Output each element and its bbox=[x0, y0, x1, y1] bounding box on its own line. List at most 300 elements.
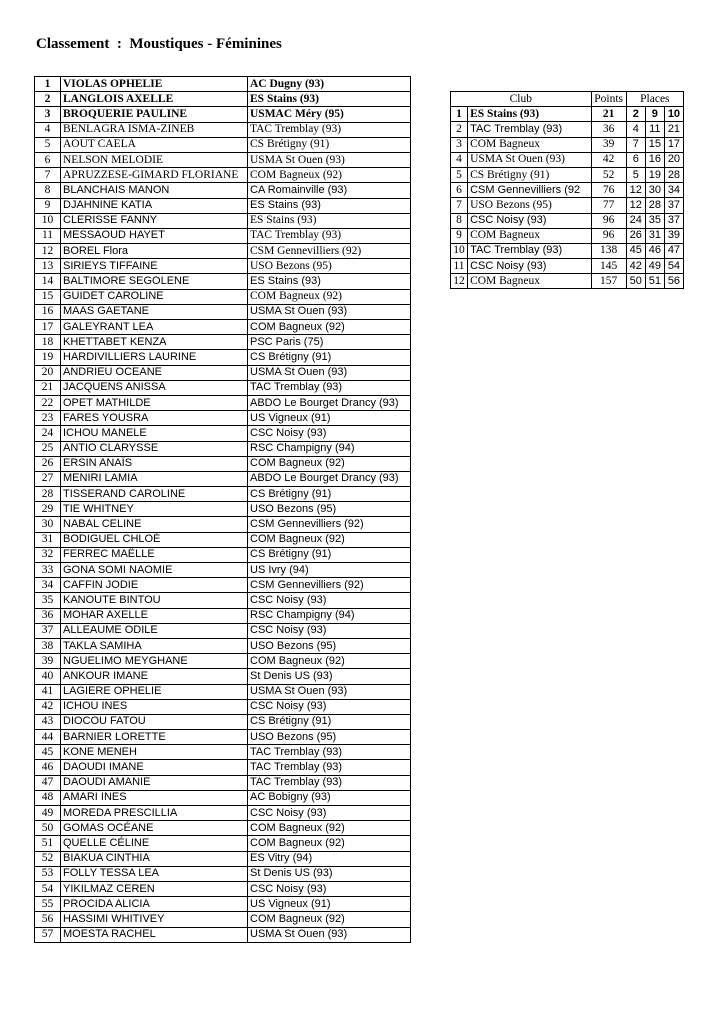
club-cell: CA Romainville (93) bbox=[248, 183, 411, 198]
club-row bbox=[451, 152, 684, 167]
club-cell: USMAC Méry (95) bbox=[248, 107, 411, 122]
rank-cell: 1 bbox=[35, 77, 61, 92]
club-cell: CS Brétigny (91) bbox=[248, 137, 411, 152]
rank-cell: 56 bbox=[35, 912, 61, 927]
rank-cell: 9 bbox=[35, 198, 61, 213]
club-rank-cell: 3 bbox=[451, 137, 468, 152]
ranking-row bbox=[35, 547, 411, 562]
ranking-row bbox=[35, 745, 411, 760]
club-row bbox=[451, 122, 684, 137]
club-row bbox=[451, 183, 684, 198]
club-cell: TAC Tremblay (93) bbox=[248, 228, 411, 243]
rank-cell: 27 bbox=[35, 471, 61, 486]
club-place-cell: 50 bbox=[626, 274, 645, 289]
club-cell: USO Bezons (95) bbox=[248, 502, 411, 517]
club-name-cell: USO Bezons (95) bbox=[468, 198, 592, 213]
rank-cell: 5 bbox=[35, 137, 61, 152]
athlete-name-cell: DAOUDI AMANIE bbox=[61, 775, 248, 790]
ranking-row bbox=[35, 335, 411, 350]
ranking-row bbox=[35, 714, 411, 729]
ranking-row bbox=[35, 350, 411, 365]
club-cell: CSC Noisy (93) bbox=[248, 426, 411, 441]
club-cell: AC Dugny (93) bbox=[248, 77, 411, 92]
club-cell: USMA St Ouen (93) bbox=[248, 927, 411, 942]
ranking-row bbox=[35, 897, 411, 912]
athlete-name-cell: KHETTABET KENZA bbox=[61, 335, 248, 350]
club-place-cell: 11 bbox=[645, 122, 664, 137]
athlete-name-cell: JACQUENS ANISSA bbox=[61, 380, 248, 395]
club-cell: USO Bezons (95) bbox=[248, 730, 411, 745]
club-cell: USO Bezons (95) bbox=[248, 638, 411, 653]
athlete-name-cell: LANGLOIS AXELLE bbox=[61, 92, 248, 107]
club-cell: ES Stains (93) bbox=[248, 213, 411, 228]
rank-cell: 33 bbox=[35, 563, 61, 578]
rank-cell: 55 bbox=[35, 897, 61, 912]
club-place-cell: 39 bbox=[664, 228, 683, 243]
ranking-row bbox=[35, 578, 411, 593]
club-cell: ABDO Le Bourget Drancy (93) bbox=[248, 471, 411, 486]
club-cell: CS Brétigny (91) bbox=[248, 714, 411, 729]
athlete-name-cell: ALLEAUME ODILE bbox=[61, 623, 248, 638]
rank-cell: 15 bbox=[35, 289, 61, 304]
club-points-cell: 52 bbox=[591, 167, 626, 182]
ranking-row bbox=[35, 487, 411, 502]
ranking-row bbox=[35, 912, 411, 927]
club-row bbox=[451, 228, 684, 243]
club-place-cell: 12 bbox=[626, 183, 645, 198]
club-name-cell: COM Bagneux bbox=[468, 228, 592, 243]
club-cell: RSC Champigny (94) bbox=[248, 441, 411, 456]
club-cell: CSC Noisy (93) bbox=[248, 593, 411, 608]
athlete-name-cell: BALTIMORE SEGOLENE bbox=[61, 274, 248, 289]
rank-cell: 40 bbox=[35, 669, 61, 684]
club-name-cell: ES Stains (93) bbox=[468, 107, 592, 122]
club-place-cell: 28 bbox=[664, 167, 683, 182]
club-cell: USO Bezons (95) bbox=[248, 259, 411, 274]
club-place-cell: 28 bbox=[645, 198, 664, 213]
club-name-cell: TAC Tremblay (93) bbox=[468, 243, 592, 258]
rank-cell: 8 bbox=[35, 183, 61, 198]
club-place-cell: 15 bbox=[645, 137, 664, 152]
athlete-name-cell: MOHAR AXELLE bbox=[61, 608, 248, 623]
club-cell: TAC Tremblay (93) bbox=[248, 122, 411, 137]
page-title: Classement : Moustiques - Féminines bbox=[36, 36, 282, 52]
ranking-row bbox=[35, 517, 411, 532]
club-cell: CSC Noisy (93) bbox=[248, 699, 411, 714]
athlete-name-cell: ANDRIEU OCEANE bbox=[61, 365, 248, 380]
athlete-name-cell: QUELLE CÉLINE bbox=[61, 836, 248, 851]
athlete-name-cell: GALEYRANT LEA bbox=[61, 320, 248, 335]
ranking-row bbox=[35, 395, 411, 410]
club-place-cell: 46 bbox=[645, 243, 664, 258]
ranking-row bbox=[35, 198, 411, 213]
athlete-name-cell: HARDIVILLIERS LAURINE bbox=[61, 350, 248, 365]
ranking-row bbox=[35, 380, 411, 395]
club-rank-cell: 12 bbox=[451, 274, 468, 289]
club-cell: TAC Tremblay (93) bbox=[248, 745, 411, 760]
club-cell: COM Bagneux (92) bbox=[248, 821, 411, 836]
ranking-row bbox=[35, 289, 411, 304]
club-points-cell: 39 bbox=[591, 137, 626, 152]
ranking-table bbox=[34, 76, 411, 943]
ranking-row bbox=[35, 365, 411, 380]
athlete-name-cell: MOESTA RACHEL bbox=[61, 927, 248, 942]
club-cell: USMA St Ouen (93) bbox=[248, 152, 411, 167]
club-points-cell: 42 bbox=[591, 152, 626, 167]
club-rank-cell: 4 bbox=[451, 152, 468, 167]
rank-cell: 35 bbox=[35, 593, 61, 608]
rank-cell: 2 bbox=[35, 92, 61, 107]
athlete-name-cell: TISSERAND CAROLINE bbox=[61, 487, 248, 502]
club-place-cell: 12 bbox=[626, 198, 645, 213]
club-cell: COM Bagneux (92) bbox=[248, 456, 411, 471]
club-cell: CSM Gennevilliers (92) bbox=[248, 244, 411, 259]
club-place-cell: 45 bbox=[626, 243, 645, 258]
athlete-name-cell: APRUZZESE-GIMARD FLORIANE bbox=[61, 168, 248, 183]
ranking-row bbox=[35, 623, 411, 638]
athlete-name-cell: SIRIEYS TIFFAINE bbox=[61, 259, 248, 274]
club-cell: RSC Champigny (94) bbox=[248, 608, 411, 623]
club-rank-cell: 2 bbox=[451, 122, 468, 137]
ranking-row bbox=[35, 244, 411, 259]
ranking-row bbox=[35, 92, 411, 107]
athlete-name-cell: BARNIER LORETTE bbox=[61, 730, 248, 745]
club-place-cell: 21 bbox=[664, 122, 683, 137]
athlete-name-cell: BLANCHAIS MANON bbox=[61, 183, 248, 198]
club-cell: ES Stains (93) bbox=[248, 92, 411, 107]
rank-cell: 11 bbox=[35, 228, 61, 243]
athlete-name-cell: BOREL Flora bbox=[61, 244, 248, 259]
club-points-cell: 157 bbox=[591, 274, 626, 289]
ranking-row bbox=[35, 684, 411, 699]
ranking-row bbox=[35, 152, 411, 167]
rank-cell: 28 bbox=[35, 487, 61, 502]
club-points-cell: 21 bbox=[591, 107, 626, 122]
athlete-name-cell: TIE WHITNEY bbox=[61, 502, 248, 517]
athlete-name-cell: GONA SOMI NAOMIE bbox=[61, 563, 248, 578]
rank-cell: 42 bbox=[35, 699, 61, 714]
athlete-name-cell: BROQUERIE PAULINE bbox=[61, 107, 248, 122]
club-place-cell: 19 bbox=[645, 167, 664, 182]
athlete-name-cell: ANTIO CLARYSSE bbox=[61, 441, 248, 456]
rank-cell: 6 bbox=[35, 152, 61, 167]
ranking-row bbox=[35, 699, 411, 714]
ranking-row bbox=[35, 790, 411, 805]
club-place-cell: 31 bbox=[645, 228, 664, 243]
club-rank-cell: 9 bbox=[451, 228, 468, 243]
club-place-cell: 37 bbox=[664, 198, 683, 213]
club-cell: CS Brétigny (91) bbox=[248, 350, 411, 365]
club-points-cell: 96 bbox=[591, 213, 626, 228]
club-cell: St Denis US (93) bbox=[248, 669, 411, 684]
ranking-row bbox=[35, 456, 411, 471]
ranking-row bbox=[35, 122, 411, 137]
club-name-cell: CSC Noisy (93) bbox=[468, 259, 592, 274]
ranking-row bbox=[35, 563, 411, 578]
athlete-name-cell: MENIRI LAMIA bbox=[61, 471, 248, 486]
club-name-cell: USMA St Ouen (93) bbox=[468, 152, 592, 167]
places-header: Places bbox=[626, 92, 683, 107]
club-row bbox=[451, 259, 684, 274]
rank-cell: 12 bbox=[35, 244, 61, 259]
club-rank-cell: 7 bbox=[451, 198, 468, 213]
ranking-row bbox=[35, 228, 411, 243]
club-rank-cell: 10 bbox=[451, 243, 468, 258]
ranking-row bbox=[35, 426, 411, 441]
athlete-name-cell: FERREC MAËLLE bbox=[61, 547, 248, 562]
athlete-name-cell: MOREDA PRESCILLIA bbox=[61, 806, 248, 821]
rank-cell: 22 bbox=[35, 395, 61, 410]
rank-cell: 54 bbox=[35, 881, 61, 896]
club-place-cell: 26 bbox=[626, 228, 645, 243]
club-place-cell: 16 bbox=[645, 152, 664, 167]
athlete-name-cell: ERSIN ANAÏS bbox=[61, 456, 248, 471]
club-cell: AC Bobigny (93) bbox=[248, 790, 411, 805]
athlete-name-cell: VIOLAS OPHELIE bbox=[61, 77, 248, 92]
club-cell: CS Brétigny (91) bbox=[248, 487, 411, 502]
club-points-cell: 77 bbox=[591, 198, 626, 213]
athlete-name-cell: PROCIDA ALICIA bbox=[61, 897, 248, 912]
club-place-cell: 7 bbox=[626, 137, 645, 152]
athlete-name-cell: GUIDET CAROLINE bbox=[61, 289, 248, 304]
athlete-name-cell: FOLLY TESSA LEA bbox=[61, 866, 248, 881]
athlete-name-cell: YIKILMAZ CEREN bbox=[61, 881, 248, 896]
athlete-name-cell: MAAS GAETANE bbox=[61, 304, 248, 319]
ranking-row bbox=[35, 183, 411, 198]
club-cell: US Vigneux (91) bbox=[248, 897, 411, 912]
ranking-row bbox=[35, 213, 411, 228]
club-row bbox=[451, 167, 684, 182]
rank-cell: 47 bbox=[35, 775, 61, 790]
club-cell: COM Bagneux (92) bbox=[248, 532, 411, 547]
club-cell: USMA St Ouen (93) bbox=[248, 684, 411, 699]
ranking-row bbox=[35, 866, 411, 881]
athlete-name-cell: GOMAS OCÉANE bbox=[61, 821, 248, 836]
rank-cell: 43 bbox=[35, 714, 61, 729]
club-place-cell: 4 bbox=[626, 122, 645, 137]
rank-cell: 20 bbox=[35, 365, 61, 380]
athlete-name-cell: DAOUDI IMANE bbox=[61, 760, 248, 775]
athlete-name-cell: AOUT CAELA bbox=[61, 137, 248, 152]
athlete-name-cell: BENLAGRA ISMA-ZINEB bbox=[61, 122, 248, 137]
club-place-cell: 10 bbox=[664, 107, 683, 122]
athlete-name-cell: OPET MATHILDE bbox=[61, 395, 248, 410]
rank-cell: 41 bbox=[35, 684, 61, 699]
club-points-cell: 76 bbox=[591, 183, 626, 198]
ranking-row bbox=[35, 259, 411, 274]
athlete-name-cell: DJAHNINE KATIA bbox=[61, 198, 248, 213]
ranking-row bbox=[35, 851, 411, 866]
rank-cell: 31 bbox=[35, 532, 61, 547]
club-cell: COM Bagneux (92) bbox=[248, 654, 411, 669]
club-cell: CSM Gennevilliers (92) bbox=[248, 517, 411, 532]
rank-cell: 57 bbox=[35, 927, 61, 942]
ranking-row bbox=[35, 502, 411, 517]
ranking-row bbox=[35, 107, 411, 122]
rank-cell: 45 bbox=[35, 745, 61, 760]
club-place-cell: 42 bbox=[626, 259, 645, 274]
athlete-name-cell: LAGIERE OPHELIE bbox=[61, 684, 248, 699]
points-header: Points bbox=[591, 92, 626, 107]
club-name-cell: CS Brétigny (91) bbox=[468, 167, 592, 182]
rank-cell: 21 bbox=[35, 380, 61, 395]
club-cell: TAC Tremblay (93) bbox=[248, 380, 411, 395]
rank-cell: 3 bbox=[35, 107, 61, 122]
club-place-cell: 2 bbox=[626, 107, 645, 122]
club-place-cell: 6 bbox=[626, 152, 645, 167]
club-place-cell: 30 bbox=[645, 183, 664, 198]
club-cell: COM Bagneux (92) bbox=[248, 168, 411, 183]
ranking-row bbox=[35, 821, 411, 836]
rank-cell: 46 bbox=[35, 760, 61, 775]
ranking-row bbox=[35, 593, 411, 608]
club-cell: USMA St Ouen (93) bbox=[248, 365, 411, 380]
club-cell: USMA St Ouen (93) bbox=[248, 304, 411, 319]
athlete-name-cell: HASSIMI WHITIVEY bbox=[61, 912, 248, 927]
club-rank-cell: 8 bbox=[451, 213, 468, 228]
club-place-cell: 47 bbox=[664, 243, 683, 258]
club-row bbox=[451, 213, 684, 228]
club-points-cell: 138 bbox=[591, 243, 626, 258]
ranking-row bbox=[35, 471, 411, 486]
ranking-row bbox=[35, 806, 411, 821]
rank-cell: 44 bbox=[35, 730, 61, 745]
club-place-cell: 17 bbox=[664, 137, 683, 152]
rank-cell: 29 bbox=[35, 502, 61, 517]
club-points-cell: 36 bbox=[591, 122, 626, 137]
ranking-row bbox=[35, 274, 411, 289]
rank-cell: 10 bbox=[35, 213, 61, 228]
club-row bbox=[451, 198, 684, 213]
athlete-name-cell: NABAL CELINE bbox=[61, 517, 248, 532]
ranking-row bbox=[35, 775, 411, 790]
club-cell: TAC Tremblay (93) bbox=[248, 760, 411, 775]
club-name-cell: COM Bagneux bbox=[468, 137, 592, 152]
rank-cell: 53 bbox=[35, 866, 61, 881]
club-name-cell: COM Bagneux bbox=[468, 274, 592, 289]
athlete-name-cell: NGUELIMO MEYGHANE bbox=[61, 654, 248, 669]
athlete-name-cell: KANOUTE BINTOU bbox=[61, 593, 248, 608]
rank-cell: 49 bbox=[35, 806, 61, 821]
ranking-row bbox=[35, 77, 411, 92]
ranking-row bbox=[35, 760, 411, 775]
rank-cell: 13 bbox=[35, 259, 61, 274]
club-cell: CSC Noisy (93) bbox=[248, 881, 411, 896]
club-row bbox=[451, 107, 684, 122]
athlete-name-cell: MESSAOUD HAYET bbox=[61, 228, 248, 243]
athlete-name-cell: ICHOU INES bbox=[61, 699, 248, 714]
ranking-table-body bbox=[35, 77, 411, 943]
club-cell: CSC Noisy (93) bbox=[248, 806, 411, 821]
rank-cell: 32 bbox=[35, 547, 61, 562]
club-cell: COM Bagneux (92) bbox=[248, 289, 411, 304]
club-points-cell: 145 bbox=[591, 259, 626, 274]
club-place-cell: 54 bbox=[664, 259, 683, 274]
athlete-name-cell: ICHOU MANELE bbox=[61, 426, 248, 441]
rank-cell: 30 bbox=[35, 517, 61, 532]
athlete-name-cell: NELSON MELODIE bbox=[61, 152, 248, 167]
rank-cell: 34 bbox=[35, 578, 61, 593]
ranking-row bbox=[35, 730, 411, 745]
rank-cell: 18 bbox=[35, 335, 61, 350]
club-cell: ES Vitry (94) bbox=[248, 851, 411, 866]
ranking-row bbox=[35, 669, 411, 684]
athlete-name-cell: FARES YOUSRA bbox=[61, 411, 248, 426]
ranking-row bbox=[35, 638, 411, 653]
ranking-row bbox=[35, 927, 411, 942]
club-ranking-table bbox=[450, 91, 684, 289]
club-name-cell: CSM Gennevilliers (92 bbox=[468, 183, 592, 198]
rank-cell: 23 bbox=[35, 411, 61, 426]
rank-cell: 25 bbox=[35, 441, 61, 456]
club-place-cell: 9 bbox=[645, 107, 664, 122]
club-points-cell: 96 bbox=[591, 228, 626, 243]
athlete-name-cell: BODIGUEL CHLOÉ bbox=[61, 532, 248, 547]
rank-cell: 50 bbox=[35, 821, 61, 836]
rank-cell: 48 bbox=[35, 790, 61, 805]
club-cell: PSC Paris (75) bbox=[248, 335, 411, 350]
ranking-row bbox=[35, 411, 411, 426]
athlete-name-cell: CAFFIN JODIE bbox=[61, 578, 248, 593]
club-rank-cell: 1 bbox=[451, 107, 468, 122]
club-row bbox=[451, 243, 684, 258]
club-table-body bbox=[451, 107, 684, 289]
rank-cell: 38 bbox=[35, 638, 61, 653]
athlete-name-cell: ANKOUR IMANE bbox=[61, 669, 248, 684]
club-place-cell: 51 bbox=[645, 274, 664, 289]
ranking-row bbox=[35, 654, 411, 669]
rank-cell: 37 bbox=[35, 623, 61, 638]
athlete-name-cell: AMARI INES bbox=[61, 790, 248, 805]
rank-cell: 26 bbox=[35, 456, 61, 471]
rank-cell: 16 bbox=[35, 304, 61, 319]
club-place-cell: 34 bbox=[664, 183, 683, 198]
ranking-row bbox=[35, 168, 411, 183]
rank-cell: 51 bbox=[35, 836, 61, 851]
club-cell: ES Stains (93) bbox=[248, 274, 411, 289]
athlete-name-cell: DIOCOU FATOU bbox=[61, 714, 248, 729]
club-place-cell: 49 bbox=[645, 259, 664, 274]
club-cell: COM Bagneux (92) bbox=[248, 836, 411, 851]
club-table-header-row bbox=[451, 92, 684, 107]
club-cell: St Denis US (93) bbox=[248, 866, 411, 881]
club-cell: US Vigneux (91) bbox=[248, 411, 411, 426]
ranking-row bbox=[35, 836, 411, 851]
club-place-cell: 20 bbox=[664, 152, 683, 167]
athlete-name-cell: CLERISSE FANNY bbox=[61, 213, 248, 228]
club-cell: CSC Noisy (93) bbox=[248, 623, 411, 638]
rank-cell: 4 bbox=[35, 122, 61, 137]
rank-cell: 7 bbox=[35, 168, 61, 183]
club-rank-cell: 5 bbox=[451, 167, 468, 182]
athlete-name-cell: KONE MENEH bbox=[61, 745, 248, 760]
rank-cell: 14 bbox=[35, 274, 61, 289]
club-rank-cell: 6 bbox=[451, 183, 468, 198]
club-place-cell: 37 bbox=[664, 213, 683, 228]
ranking-row bbox=[35, 320, 411, 335]
athlete-name-cell: TAKLA SAMIHA bbox=[61, 638, 248, 653]
club-place-cell: 56 bbox=[664, 274, 683, 289]
club-name-cell: CSC Noisy (93) bbox=[468, 213, 592, 228]
club-cell: COM Bagneux (92) bbox=[248, 320, 411, 335]
rank-cell: 36 bbox=[35, 608, 61, 623]
club-cell: US Ivry (94) bbox=[248, 563, 411, 578]
rank-cell: 52 bbox=[35, 851, 61, 866]
club-cell: CSM Gennevilliers (92) bbox=[248, 578, 411, 593]
ranking-row bbox=[35, 304, 411, 319]
rank-cell: 19 bbox=[35, 350, 61, 365]
club-rank-cell: 11 bbox=[451, 259, 468, 274]
